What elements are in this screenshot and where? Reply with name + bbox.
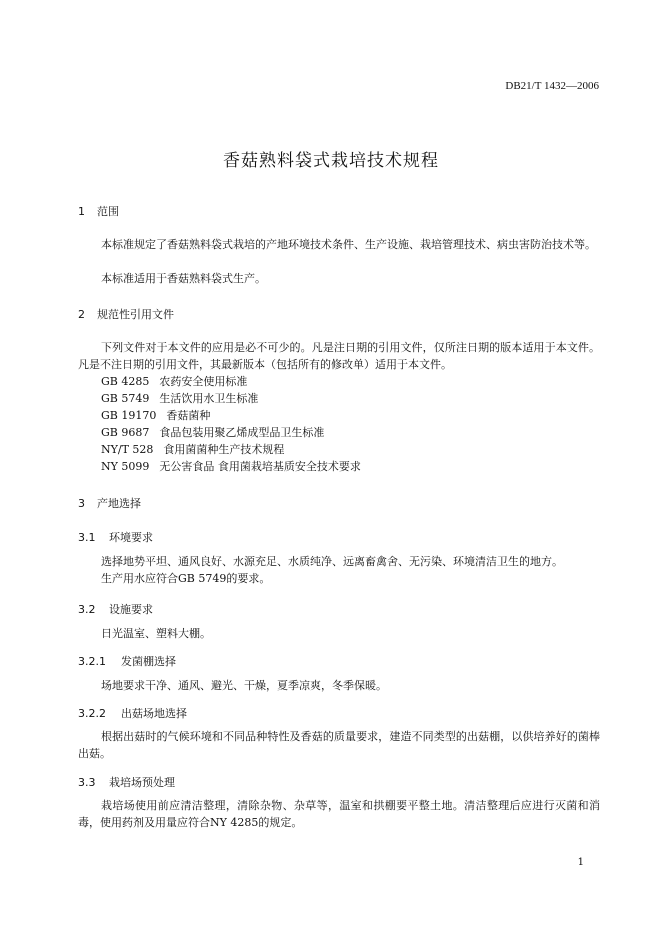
reference-item: GB 5749 生活饮用水卫生标准	[101, 392, 259, 405]
subsection-heading-3-1: 3.1 环境要求	[78, 531, 153, 544]
section-heading-1: 1 范围	[78, 205, 119, 218]
paragraph-line: 日光温室、塑料大棚。	[101, 627, 211, 640]
paragraph-line: 选择地势平坦、通风良好、水源充足、水质纯净、远离畜禽舍、无污染、环境清洁卫生的地方。	[101, 555, 563, 568]
document-title: 香菇熟料袋式栽培技术规程	[223, 151, 439, 171]
reference-item: GB 9687 食品包装用聚乙烯成型品卫生标准	[101, 426, 325, 439]
reference-item: GB 19170 香菇菌种	[101, 409, 211, 422]
section-heading-3: 3 产地选择	[78, 497, 141, 510]
paragraph: 根据出菇时的气候环境和不同品种特性及香菇的质量要求，建造不同类型的出菇棚，以供培养好的菌棒出菇。	[78, 730, 600, 760]
standard-code: DB21/T 1432—2006	[505, 80, 599, 92]
paragraph: 下列文件对于本文件的应用是必不可少的。凡是注日期的引用文件，仅所注日期的版本适用于本文件。凡是不注日期的引用文件，其最新版本（包括所有的修改单）适用于本文件。	[78, 341, 600, 371]
paragraph: 本标准适用于香菇熟料袋式生产。	[101, 272, 266, 285]
reference-item: NY/T 528 食用菌菌种生产技术规程	[101, 443, 285, 456]
section-heading-2: 2 规范性引用文件	[78, 308, 174, 321]
subsection-heading-3-2: 3.2 设施要求	[78, 603, 153, 616]
paragraph: 栽培场使用前应清洁整理，清除杂物、杂草等，温室和拱棚要平整土地。清洁整理后应进行灭菌和消毒，使用药剂及用量应符合NY 4285的规定。	[78, 799, 600, 829]
subsection-heading-3-3: 3.3 栽培场预处理	[78, 776, 175, 789]
subsection-heading-3-2-2: 3.2.2 出菇场地选择	[78, 707, 187, 720]
paragraph: 本标准规定了香菇熟料袋式栽培的产地环境技术条件、生产设施、栽培管理技术、病虫害防治技术等。	[101, 238, 596, 251]
page-number: 1	[577, 857, 584, 868]
reference-item: NY 5099 无公害食品 食用菌栽培基质安全技术要求	[101, 460, 361, 473]
paragraph-line: 生产用水应符合GB 5749的要求。	[101, 572, 271, 585]
subsection-heading-3-2-1: 3.2.1 发菌棚选择	[78, 655, 176, 668]
reference-item: GB 4285 农药安全使用标准	[101, 375, 248, 388]
paragraph-line: 场地要求干净、通风、避光、干燥，夏季凉爽，冬季保暖。	[101, 679, 387, 692]
